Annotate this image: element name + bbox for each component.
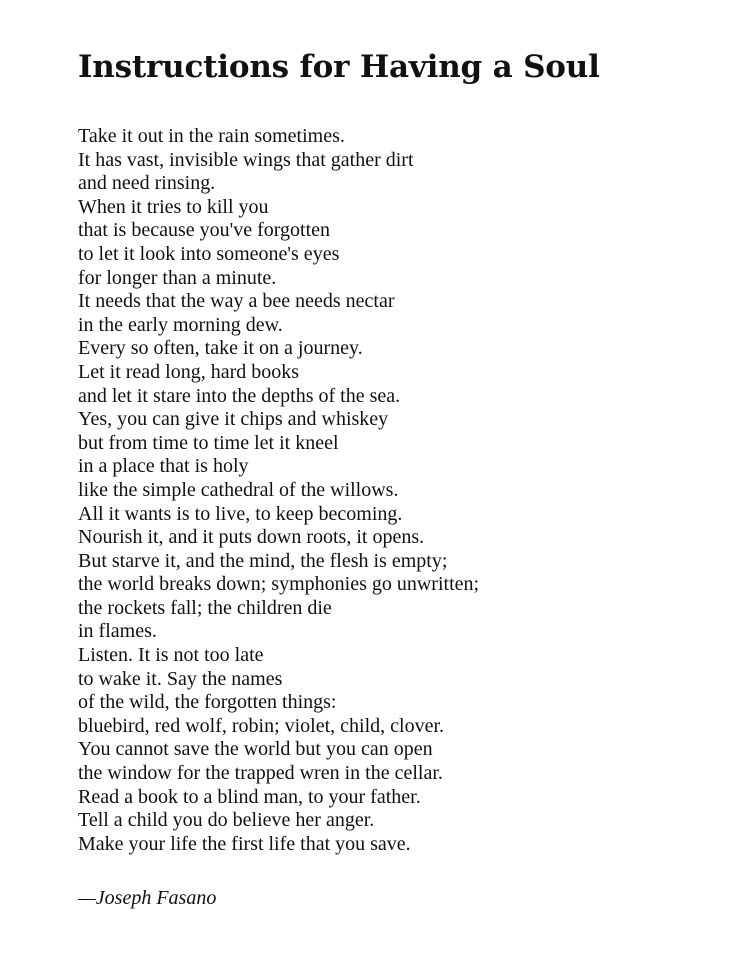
poem-line: to wake it. Say the names: [78, 667, 283, 690]
poem-line: for longer than a minute.: [78, 266, 277, 289]
poem-line: the world breaks down; symphonies go unwritten;: [78, 573, 480, 596]
poem-line: in a place that is holy: [78, 455, 249, 478]
poem-line: Let it read long, hard books: [78, 360, 300, 383]
poem-line: Listen. It is not too late: [78, 644, 264, 667]
poem-line: But starve it, and the mind, the flesh is empty;: [78, 549, 448, 572]
poem-line: It needs that the way a bee needs nectar: [78, 290, 395, 313]
poem-line: bluebird, red wolf, robin; violet, child, clover.: [78, 714, 445, 737]
poem-line: It has vast, invisible wings that gather dirt: [78, 148, 414, 171]
poem-line: but from time to time let it kneel: [78, 431, 339, 454]
poem-title: Instructions for Having a Soul: [78, 49, 600, 85]
poem-line: Nourish it, and it puts down roots, it opens.: [78, 526, 425, 549]
poem-line: and need rinsing.: [78, 172, 216, 195]
poem-line: Every so often, take it on a journey.: [78, 337, 363, 360]
poem-line: in the early morning dew.: [78, 313, 283, 336]
poem-line: that is because you've forgotten: [78, 219, 331, 242]
poem-line: Read a book to a blind man, to your father.: [78, 785, 421, 808]
poem-line: the rockets fall; the children die: [78, 596, 332, 619]
poem-line: and let it stare into the depths of the sea.: [78, 384, 401, 407]
poem-line: to let it look into someone's eyes: [78, 242, 340, 265]
poem-line: When it tries to kill you: [78, 195, 269, 218]
poem-line: You cannot save the world but you can open: [78, 738, 433, 761]
poem-line: Take it out in the rain sometimes.: [78, 125, 345, 147]
poem-line: Tell a child you do believe her anger.: [78, 809, 375, 832]
poem-line: Make your life the first life that you save.: [78, 832, 411, 855]
poem-line: All it wants is to live, to keep becoming.: [78, 502, 403, 525]
poem-attribution: —Joseph Fasano: [78, 887, 217, 909]
poem-line: the window for the trapped wren in the cellar.: [78, 762, 443, 785]
poem-line: in flames.: [78, 620, 157, 643]
poem-line: of the wild, the forgotten things:: [78, 691, 337, 714]
poem-line: like the simple cathedral of the willows.: [78, 478, 399, 501]
poem-body: [78, 125, 479, 856]
poem-line: Yes, you can give it chips and whiskey: [78, 408, 389, 431]
